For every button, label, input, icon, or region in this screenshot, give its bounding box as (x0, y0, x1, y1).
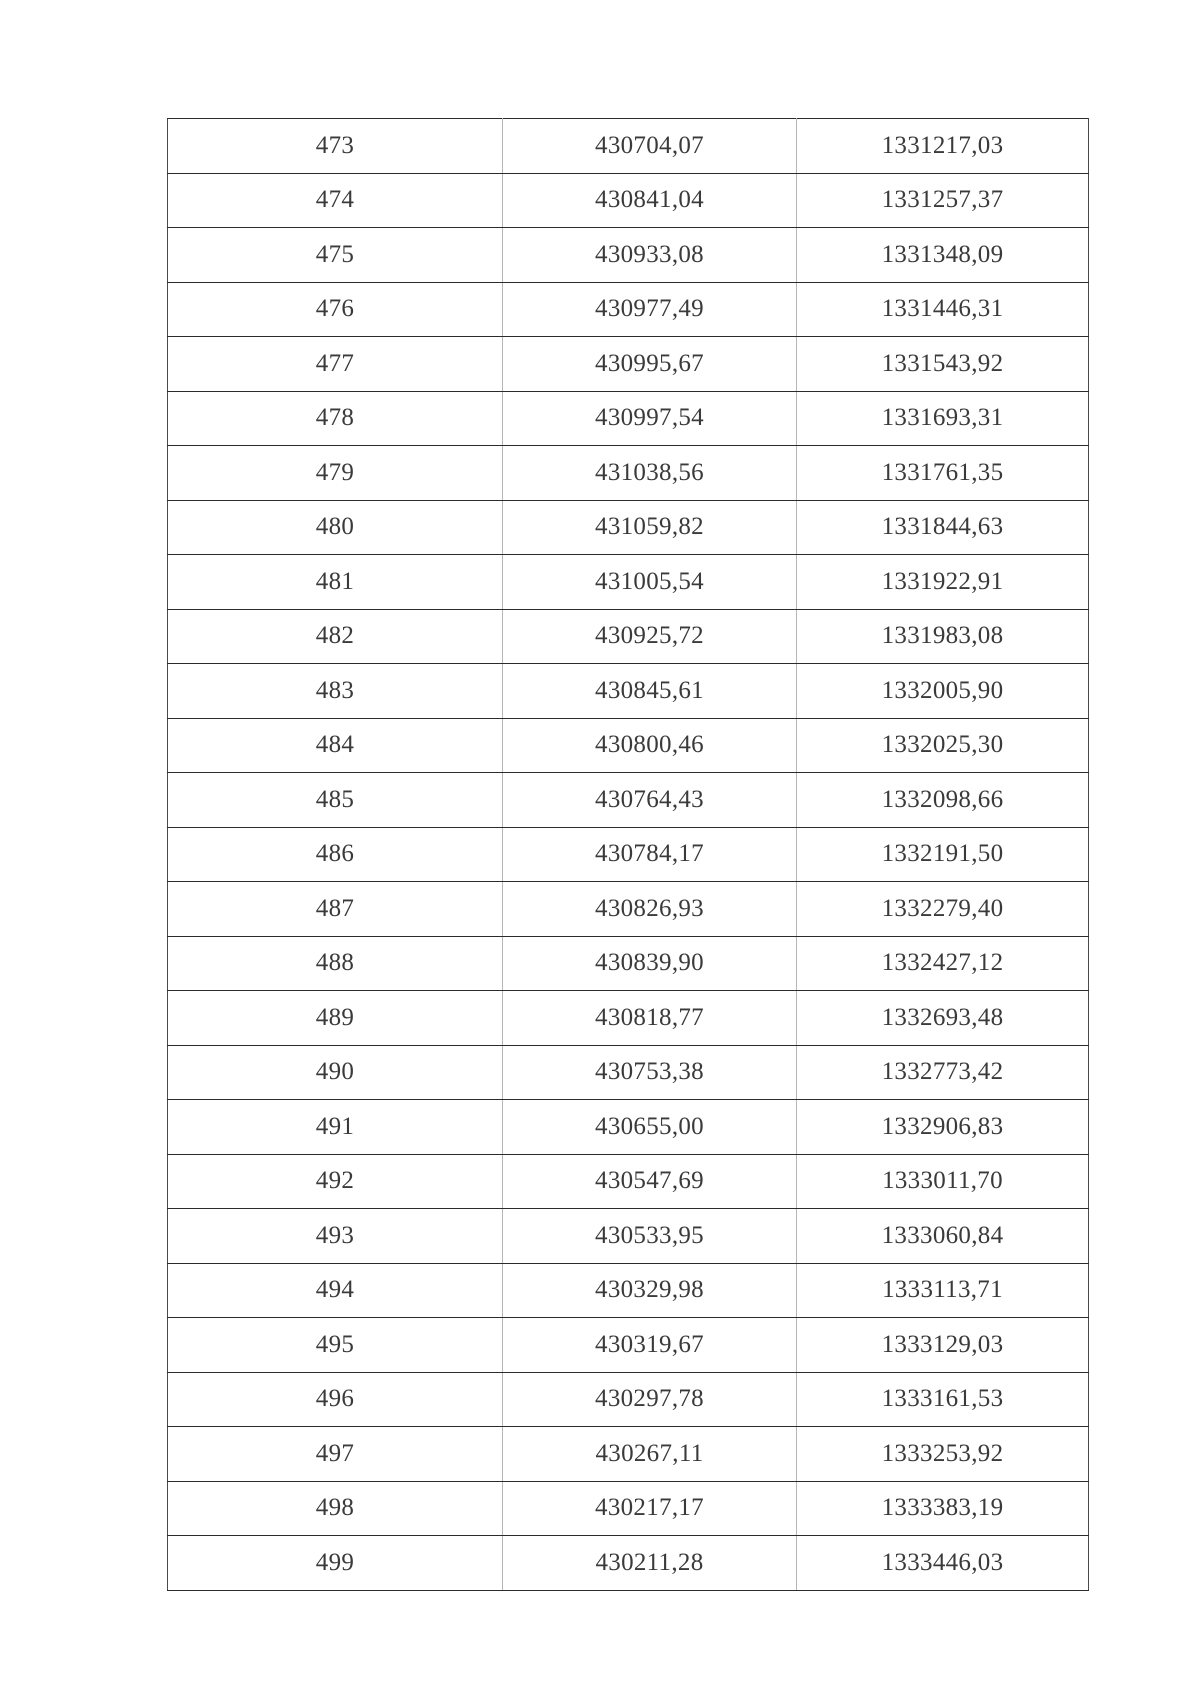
y-coordinate-cell: 1333113,71 (797, 1263, 1089, 1318)
x-coordinate-cell: 430764,43 (503, 773, 797, 828)
x-coordinate-cell: 430319,67 (503, 1318, 797, 1373)
point-number-cell: 473 (168, 119, 503, 174)
y-coordinate-cell: 1331761,35 (797, 446, 1089, 501)
table-row (168, 337, 1089, 392)
x-coordinate-cell: 430977,49 (503, 282, 797, 337)
x-coordinate-cell: 430800,46 (503, 718, 797, 773)
x-coordinate-cell: 430533,95 (503, 1209, 797, 1264)
y-coordinate-cell: 1331922,91 (797, 555, 1089, 610)
y-coordinate-cell: 1331348,09 (797, 228, 1089, 283)
point-number-cell: 498 (168, 1481, 503, 1536)
y-coordinate-cell: 1332005,90 (797, 664, 1089, 719)
point-number-cell: 484 (168, 718, 503, 773)
table-row (168, 1100, 1089, 1155)
x-coordinate-cell: 430267,11 (503, 1427, 797, 1482)
table-row (168, 228, 1089, 283)
point-number-cell: 491 (168, 1100, 503, 1155)
point-number-cell: 489 (168, 991, 503, 1046)
y-coordinate-cell: 1333060,84 (797, 1209, 1089, 1264)
table-row (168, 882, 1089, 937)
y-coordinate-cell: 1333446,03 (797, 1536, 1089, 1591)
point-number-cell: 477 (168, 337, 503, 392)
table-row (168, 1427, 1089, 1482)
table-row (168, 1263, 1089, 1318)
y-coordinate-cell: 1332279,40 (797, 882, 1089, 937)
y-coordinate-cell: 1331844,63 (797, 500, 1089, 555)
y-coordinate-cell: 1331543,92 (797, 337, 1089, 392)
x-coordinate-cell: 431038,56 (503, 446, 797, 501)
point-number-cell: 480 (168, 500, 503, 555)
x-coordinate-cell: 430217,17 (503, 1481, 797, 1536)
table-row (168, 391, 1089, 446)
point-number-cell: 486 (168, 827, 503, 882)
point-number-cell: 475 (168, 228, 503, 283)
y-coordinate-cell: 1332693,48 (797, 991, 1089, 1046)
point-number-cell: 499 (168, 1536, 503, 1591)
x-coordinate-cell: 431005,54 (503, 555, 797, 610)
x-coordinate-cell: 430547,69 (503, 1154, 797, 1209)
y-coordinate-cell: 1332906,83 (797, 1100, 1089, 1155)
x-coordinate-cell: 430211,28 (503, 1536, 797, 1591)
table-row (168, 718, 1089, 773)
table-row (168, 1045, 1089, 1100)
x-coordinate-cell: 430997,54 (503, 391, 797, 446)
point-number-cell: 479 (168, 446, 503, 501)
point-number-cell: 490 (168, 1045, 503, 1100)
y-coordinate-cell: 1333383,19 (797, 1481, 1089, 1536)
point-number-cell: 494 (168, 1263, 503, 1318)
coordinates-table (167, 118, 1089, 1591)
point-number-cell: 481 (168, 555, 503, 610)
y-coordinate-cell: 1331257,37 (797, 173, 1089, 228)
table-row (168, 555, 1089, 610)
coordinates-table-body (168, 119, 1089, 1591)
table-row (168, 1209, 1089, 1264)
x-coordinate-cell: 430841,04 (503, 173, 797, 228)
x-coordinate-cell: 430753,38 (503, 1045, 797, 1100)
table-row (168, 1372, 1089, 1427)
point-number-cell: 493 (168, 1209, 503, 1264)
y-coordinate-cell: 1333011,70 (797, 1154, 1089, 1209)
table-row (168, 664, 1089, 719)
point-number-cell: 485 (168, 773, 503, 828)
table-row (168, 1536, 1089, 1591)
point-number-cell: 483 (168, 664, 503, 719)
x-coordinate-cell: 430655,00 (503, 1100, 797, 1155)
table-row (168, 936, 1089, 991)
table-row (168, 827, 1089, 882)
x-coordinate-cell: 430297,78 (503, 1372, 797, 1427)
x-coordinate-cell: 430818,77 (503, 991, 797, 1046)
y-coordinate-cell: 1332098,66 (797, 773, 1089, 828)
y-coordinate-cell: 1331693,31 (797, 391, 1089, 446)
table-row (168, 609, 1089, 664)
point-number-cell: 482 (168, 609, 503, 664)
y-coordinate-cell: 1332025,30 (797, 718, 1089, 773)
y-coordinate-cell: 1331217,03 (797, 119, 1089, 174)
table-row (168, 1481, 1089, 1536)
x-coordinate-cell: 431059,82 (503, 500, 797, 555)
x-coordinate-cell: 430839,90 (503, 936, 797, 991)
y-coordinate-cell: 1332773,42 (797, 1045, 1089, 1100)
x-coordinate-cell: 430704,07 (503, 119, 797, 174)
point-number-cell: 487 (168, 882, 503, 937)
x-coordinate-cell: 430995,67 (503, 337, 797, 392)
table-row (168, 119, 1089, 174)
table-row (168, 500, 1089, 555)
point-number-cell: 492 (168, 1154, 503, 1209)
table-row (168, 1154, 1089, 1209)
y-coordinate-cell: 1333129,03 (797, 1318, 1089, 1373)
point-number-cell: 478 (168, 391, 503, 446)
table-row (168, 991, 1089, 1046)
x-coordinate-cell: 430933,08 (503, 228, 797, 283)
table-row (168, 1318, 1089, 1373)
table-row (168, 282, 1089, 337)
y-coordinate-cell: 1332191,50 (797, 827, 1089, 882)
point-number-cell: 497 (168, 1427, 503, 1482)
y-coordinate-cell: 1332427,12 (797, 936, 1089, 991)
x-coordinate-cell: 430826,93 (503, 882, 797, 937)
table-row (168, 446, 1089, 501)
point-number-cell: 495 (168, 1318, 503, 1373)
point-number-cell: 476 (168, 282, 503, 337)
x-coordinate-cell: 430784,17 (503, 827, 797, 882)
table-row (168, 773, 1089, 828)
y-coordinate-cell: 1333253,92 (797, 1427, 1089, 1482)
x-coordinate-cell: 430329,98 (503, 1263, 797, 1318)
y-coordinate-cell: 1333161,53 (797, 1372, 1089, 1427)
x-coordinate-cell: 430845,61 (503, 664, 797, 719)
point-number-cell: 496 (168, 1372, 503, 1427)
point-number-cell: 488 (168, 936, 503, 991)
table-row (168, 173, 1089, 228)
x-coordinate-cell: 430925,72 (503, 609, 797, 664)
point-number-cell: 474 (168, 173, 503, 228)
y-coordinate-cell: 1331446,31 (797, 282, 1089, 337)
y-coordinate-cell: 1331983,08 (797, 609, 1089, 664)
